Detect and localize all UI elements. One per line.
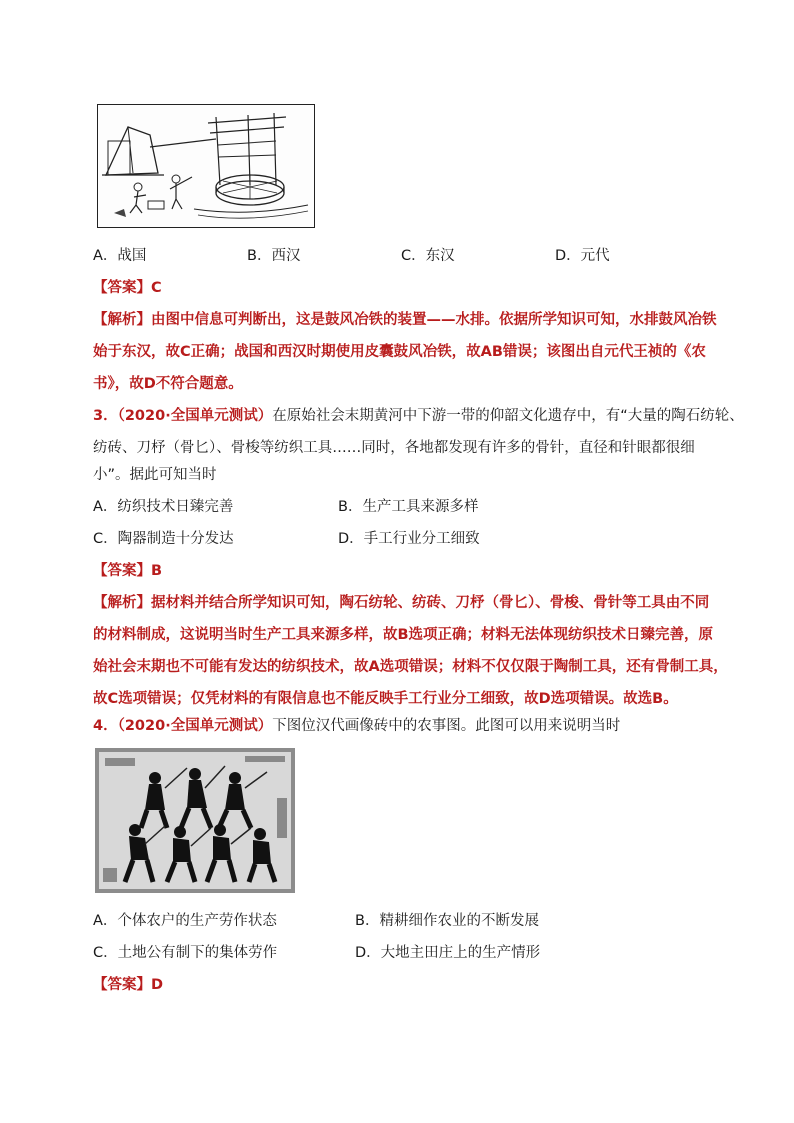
option-d[interactable]: D．手工行业分工细致	[338, 531, 480, 547]
water-bellows-illustration	[97, 104, 315, 228]
question-source: 4．（2020·全国单元测试）	[93, 718, 273, 734]
answer-label: 【答案】D	[93, 977, 164, 993]
analysis-line: 故C选项错误；仅凭材料的有限信息也不能反映手工行业分工细致，故D选项错误。故选B。	[93, 691, 678, 707]
option-c[interactable]: C．土地公有制下的集体劳作	[93, 945, 278, 961]
analysis-line: 【解析】由图中信息可判断出，这是鼓风冶铁的装置——水排。依据所学知识可知，水排鼓风冶铁	[93, 312, 717, 328]
option-d[interactable]: D．元代	[555, 248, 610, 264]
question-stem: 4．（2020·全国单元测试）下图位汉代画像砖中的农事图。此图可以用来说明当时	[93, 718, 621, 734]
question-stem-line: 纺砖、刀杼（骨匕）、骨梭等纺织工具……同时，各地都发现有许多的骨针，直径和针眼都很细	[93, 440, 695, 456]
question-stem-line: 小”。据此可知当时	[93, 467, 217, 483]
analysis-line: 的材料制成，这说明当时生产工具来源多样，故B选项正确；材料无法体现纺织技术日臻完善，原	[93, 627, 714, 643]
answer-label: 【答案】C	[93, 280, 162, 296]
analysis-line: 始于东汉，故C正确；战国和西汉时期使用皮囊鼓风冶铁，故AB错误；该图出自元代王祯的《农	[93, 344, 706, 360]
option-b[interactable]: B．精耕细作农业的不断发展	[355, 913, 539, 929]
han-brick-relief-image	[95, 748, 295, 893]
option-a[interactable]: A．纺织技术日臻完善	[93, 499, 234, 515]
option-d[interactable]: D．大地主田庄上的生产情形	[355, 945, 541, 961]
analysis-line: 书》，故D不符合题意。	[93, 376, 243, 392]
option-c[interactable]: C．陶器制造十分发达	[93, 531, 234, 547]
option-a[interactable]: A．个体农户的生产劳作状态	[93, 913, 277, 929]
answer-label: 【答案】B	[93, 563, 163, 579]
analysis-line: 【解析】据材料并结合所学知识可知，陶石纺轮、纺砖、刀杼（骨匕）、骨梭、骨针等工具由不同	[93, 595, 710, 611]
option-a[interactable]: A．战国	[93, 248, 147, 264]
question-source: 3．（2020·全国单元测试）	[93, 408, 273, 424]
question-stem: 3．（2020·全国单元测试）在原始社会末期黄河中下游一带的仰韶文化遗存中，有“大量的陶石纺轮、	[93, 408, 744, 424]
option-c[interactable]: C．东汉	[401, 248, 455, 264]
analysis-line: 始社会末期也不可能有发达的纺织技术，故A选项错误；材料不仅仅限于陶制工具，还有骨制工具，	[93, 659, 728, 675]
option-b[interactable]: B．西汉	[247, 248, 301, 264]
option-b[interactable]: B．生产工具来源多样	[338, 499, 479, 515]
